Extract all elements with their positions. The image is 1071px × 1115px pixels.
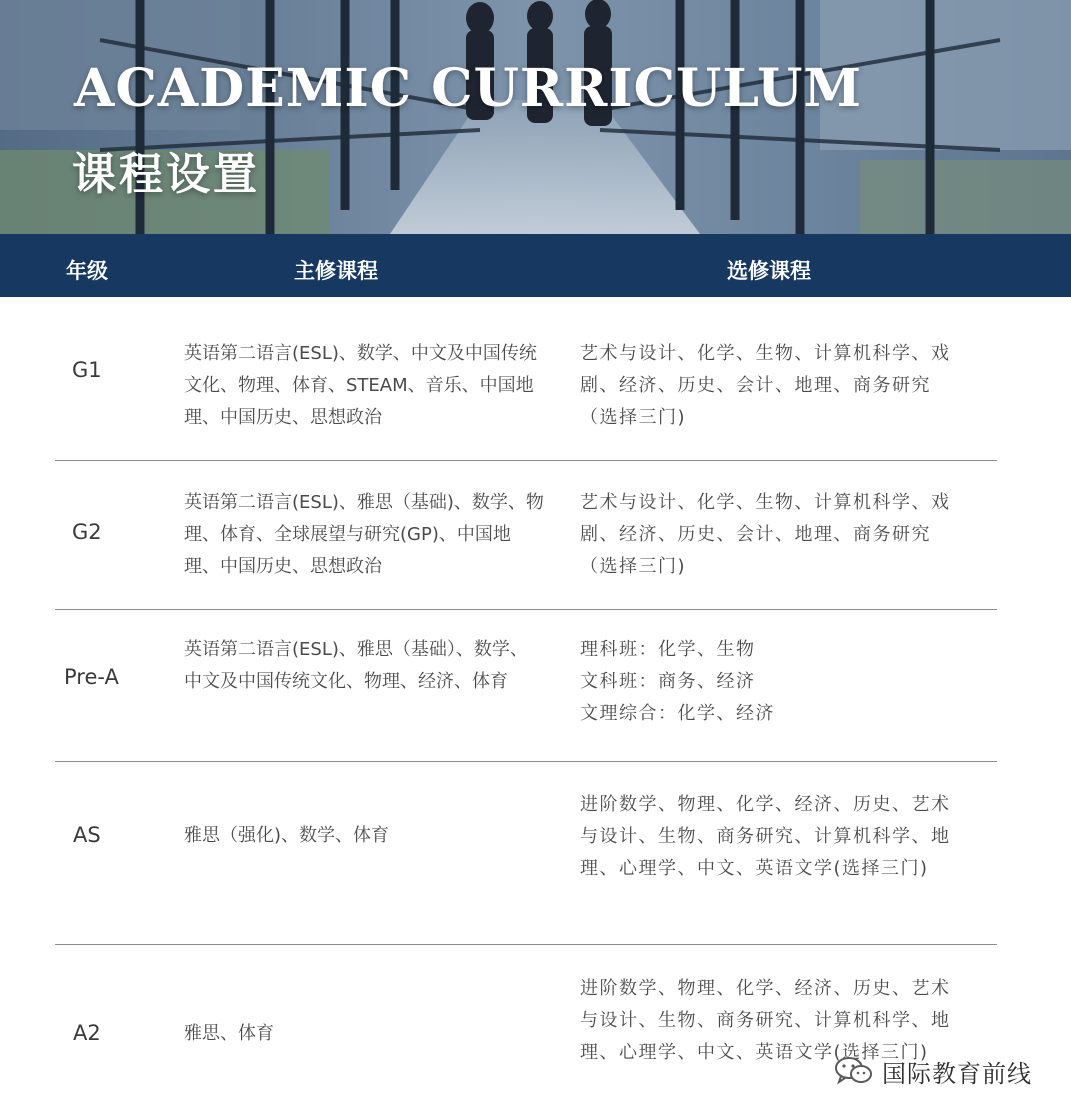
grade-label: A2 — [73, 1021, 101, 1045]
row-divider — [55, 609, 997, 610]
column-header-major-courses: 主修课程 — [294, 259, 378, 283]
column-header-elective-courses: 选修课程 — [727, 259, 811, 283]
elective-courses-cell: 艺术与设计、化学、生物、计算机科学、戏剧、经济、历史、会计、地理、商务研究（选择三门) — [580, 343, 951, 428]
row-divider — [55, 944, 997, 945]
table-header — [0, 234, 1071, 297]
wechat-icon — [834, 1056, 874, 1086]
major-courses-cell: 雅思（强化)、数学、体育 — [184, 825, 390, 846]
hero-banner — [0, 0, 1071, 234]
major-courses-cell: 英语第二语言(ESL)、数学、中文及中国传统文化、物理、体育、STEAM、音乐、中国地理、中国历史、思想政治 — [184, 343, 537, 428]
elective-line-science: 理科班：化学、生物 — [580, 639, 756, 660]
grade-label: G2 — [72, 520, 102, 544]
row-divider — [55, 761, 997, 762]
elective-courses-cell: 艺术与设计、化学、生物、计算机科学、戏剧、经济、历史、会计、地理、商务研究（选择三门) — [580, 492, 951, 577]
major-courses-cell: 雅思、体育 — [184, 1023, 274, 1044]
hero-title-english: ACADEMIC CURRICULUM — [74, 58, 863, 119]
elective-courses-cell — [580, 634, 960, 730]
column-header-grade: 年级 — [66, 259, 108, 283]
grade-label: G1 — [72, 358, 102, 382]
elective-courses-cell: 进阶数学、物理、化学、经济、历史、艺术与设计、生物、商务研究、计算机科学、地理、心理学、中文、英语文学(选择三门) — [580, 978, 951, 1063]
elective-line-arts: 文科班：商务、经济 — [580, 671, 756, 692]
row-divider — [55, 460, 997, 461]
hero-title-chinese: 课程设置 — [72, 149, 260, 200]
grade-label: Pre-A — [64, 665, 119, 689]
major-courses-cell: 英语第二语言(ESL)、雅思（基础)、数学、物理、体育、全球展望与研究(GP)、中国地理、中国历史、思想政治 — [184, 492, 544, 577]
watermark-text: 国际教育前线 — [882, 1060, 1032, 1088]
elective-courses-cell: 进阶数学、物理、化学、经济、历史、艺术与设计、生物、商务研究、计算机科学、地理、心理学、中文、英语文学(选择三门) — [580, 794, 951, 879]
grade-label: AS — [73, 823, 101, 847]
major-courses-cell: 英语第二语言(ESL)、雅思（基础）、数学、中文及中国传统文化、物理、经济、体育 — [184, 639, 528, 692]
elective-line-combined: 文理综合：化学、经济 — [580, 703, 775, 724]
